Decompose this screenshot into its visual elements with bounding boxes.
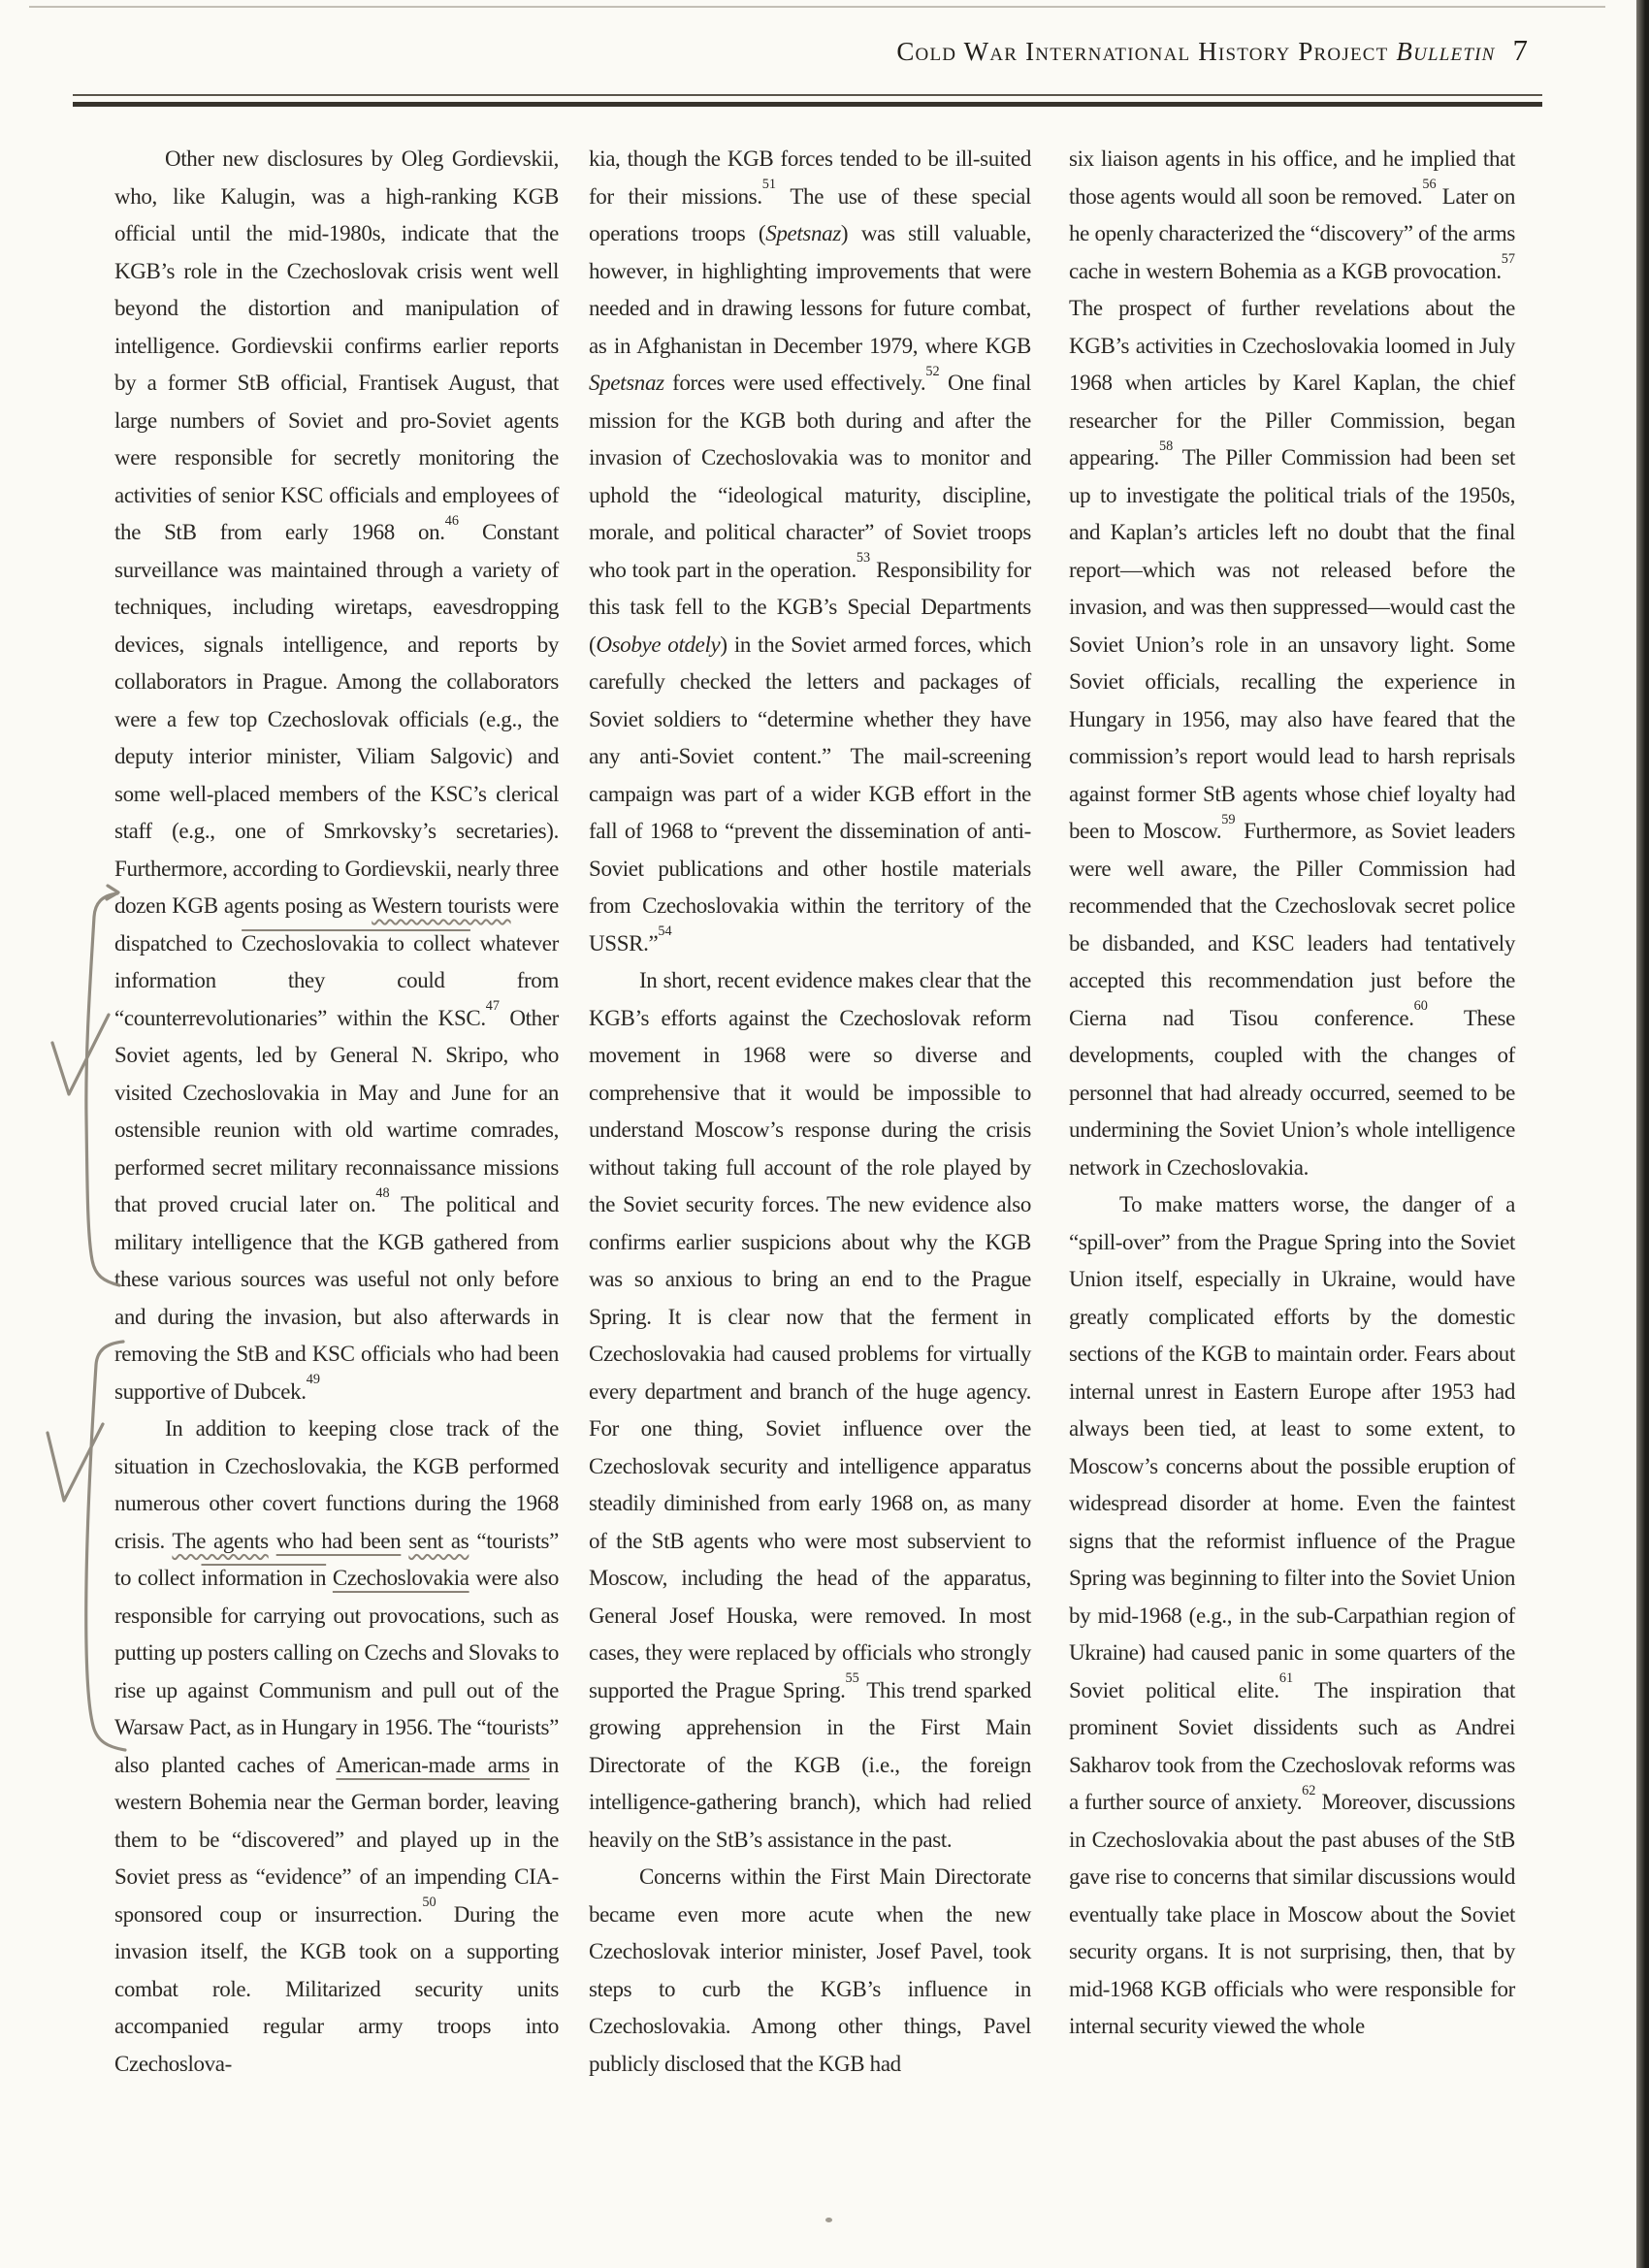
footnote-reference: 46 [444, 512, 459, 529]
page-header [896, 35, 1528, 67]
journal-title: Cold War International History Project [896, 37, 1397, 66]
italic-term: Osobye otdely [596, 632, 721, 657]
paragraph: To make matters worse, the danger of a “spill-over” from the Prague Spring into the Soviet Union itself, especially in Ukraine, would have greatly complicated efforts by the domestic sections of the KGB to maintain order. Fears about internal unrest in Eastern Europe after 1953 had always been tied, at least to some extent, to Moscow’s concerns about the possible eruption of widespread disorder at home. Even the faintest signs that the reformist influence of the Prague Spring was beginning to filter into the Soviet Union by mid-1968 (e.g., in the sub-Carpathian region of Ukraine) had caused panic in some quarters of the Soviet political elite.$^{61}$ The inspiration that prominent Soviet dissidents such as Andrei Sakharov took from the Czechoslovak reforms was a further source of anxiety.$^{62}$ Moreover, discussions in Czechoslovakia about the past abuses of the StB gave rise to concerns that similar discussions would eventually take place in Moscow about the Soviet security organs. It is not surprising, then, that by mid-1968 KGB officials who were responsible for internal security viewed the whole [1069, 1192, 1516, 2038]
footnote-reference: 47 [485, 998, 501, 1015]
page-number: 7 [1512, 33, 1528, 67]
footnote-reference: 50 [422, 1895, 436, 1911]
pencil-underlined-text: sent as [408, 1528, 469, 1553]
pencil-underlined-text: Czechoslovakia to collect [242, 930, 470, 956]
footnote-reference: 48 [375, 1184, 390, 1201]
footnote-reference: 62 [1302, 1782, 1316, 1798]
paragraph: kia, though the KGB forces tended to be ill-suited for their missions.$^{51}$ The use of these special operations troops (Spetsnaz) was still valuable, however, in highlighting improvements that were needed and in drawing lessons for future combat, as in Afghanistan in December 1979, where KGB Spetsnaz forces were used effectively.$^{52}$ One final mission for the KGB both during and after the invasion of Czechoslovakia was to monitor and uphold the “ideological maturity, discipline, morale, and political character” of Soviet troops who took part in the operation.$^{53}$ Responsibility for this task fell to the KGB’s Special Departments (Osobye otdely) in the Soviet armed forces, which carefully checked the letters and packages of Soviet soldiers to “determine whether they have any anti-Soviet content.” The mail-screening campaign was part of a wider KGB effort in the fall of 1968 to “prevent the dissemination of anti-Soviet publications and other hostile materials from Czechoslovakia within the territory of the USSR.”$^{54}$ [589, 146, 1032, 956]
footnote-reference: 61 [1278, 1670, 1294, 1687]
paragraph: In addition to keeping close track of the situation in Czechoslovakia, the KGB performed numerous other covert functions during the 1968 crisis. The agents who had been sent as “tourists” to collect information in Czechoslovakia were also responsible for carrying out provocations, such as putting up posters calling on Czechs and Slovaks to rise up against Communism and pull out of the Warsaw Pact, as in Hungary in 1956. The “tourists” also planted caches of American-made arms in western Bohemia near the German border, leaving them to be “discovered” and played up in the Soviet press as “evidence” of an impending CIA-sponsored coup or insurrection.$^{50}$ During the invasion itself, the KGB took on a supporting combat role. Militarized security units accompanied regular army troops into Czechoslova- [114, 1416, 560, 2076]
scan-artifact-edge-bar [1636, 0, 1649, 2268]
footnote-reference: 52 [925, 363, 940, 379]
pencil-underlined-text: American-made arms [336, 1752, 531, 1777]
header-rule-thin [73, 94, 1542, 96]
italic-term: Spetsnaz [765, 221, 841, 245]
paragraph: Concerns within the First Main Directorate became even more acute when the new Czechoslovak interior minister, Josef Pavel, took steps to curb the KGB’s influence in Czechoslovakia. Among other things, Pavel publicly disclosed that the KGB had [589, 1864, 1031, 2076]
paragraph: In short, recent evidence makes clear that the KGB’s efforts against the Czechoslovak reform movement in 1968 were so diverse and comprehensive that it would be impossible to understand Moscow’s response during the crisis without taking full account of the role played by the Soviet security forces. The new evidence also confirms earlier suspicions about why the KGB was so anxious to bring an end to the Prague Spring. It is clear now that the ferment in Czechoslovakia had caused problems for virtually every department and branch of the huge agency. For one thing, Soviet influence over the Czechoslovak security and intelligence apparatus steadily diminished from early 1968 on, as many of the StB agents who were most subservient to Moscow, including the head of the apparatus, General Josef Houska, were removed. In most cases, they were replaced by officials who strongly supported the Prague Spring.$^{55}$ This trend sparked growing apprehension in the First Main Directorate of the KGB (i.e., the foreign intelligence-gathering branch), which had relied heavily on the StB’s assistance in the past. [589, 968, 1031, 1852]
pencil-underlined-text: who had been [275, 1528, 402, 1553]
footnote-reference: 55 [845, 1670, 859, 1687]
footnote-reference: 53 [856, 550, 871, 567]
footnote-reference: 49 [306, 1372, 320, 1388]
text-column-1 [114, 141, 559, 2083]
scan-artifact-top-line [29, 6, 1605, 8]
check-mark-upper [52, 1015, 109, 1094]
italic-term: Spetsnaz [589, 371, 664, 395]
pencil-underlined-text: Czechoslovakia [332, 1566, 469, 1590]
footnote-reference: 51 [761, 177, 777, 193]
footnote-reference: 60 [1413, 998, 1428, 1015]
pencil-underlined-text: Western tourists [372, 893, 511, 918]
footnote-reference: 58 [1158, 437, 1174, 454]
header-rule-thick [73, 102, 1542, 107]
pencil-underlined-text: The agents [172, 1528, 269, 1553]
footnote-reference: 59 [1221, 811, 1236, 827]
paragraph: Other new disclosures by Oleg Gordievskii, who, like Kalugin, was a high-ranking KGB official until the mid-1980s, indicate that the KGB’s role in the Czechoslovak crisis went well beyond the distortion and manipulation of intelligence. Gordievskii confirms earlier reports by a former StB official, Frantisek August, that large numbers of Soviet and pro-Soviet agents were responsible for secretly monitoring the activities of senior KSC officials and employees of the StB from early 1968 on.$^{46}$ Constant surveillance was maintained through a variety of techniques, including wiretaps, eavesdropping devices, signals intelligence, and reports by collaborators in Prague. Among the collaborators were a few top Czechoslovak officials (e.g., the deputy interior minister, Viliam Salgovic) and some well-placed members of the KSC’s clerical staff (e.g., one of Smrkovsky’s secretaries). Furthermore, according to Gordievskii, nearly three dozen KGB agents posing as Western tourists were dispatched to Czechoslovakia to collect whatever information they could from “counterrevolutionaries” within the KSC.$^{47}$ Other Soviet agents, led by General N. Skripo, who visited Czechoslovakia in May and June for an ostensible reunion with old wartime comrades, performed secret military reconnaissance missions that proved crucial later on.$^{48}$ The political and military intelligence that the KGB gathered from these various sources was useful not only before and during the invasion, but also afterwards in removing the StB and KSC officials who had been supportive of Dubcek.$^{49}$ [114, 146, 559, 1404]
scan-artifact-dot [825, 2218, 832, 2222]
footnote-reference: 57 [1501, 251, 1515, 268]
pencil-underlined-text: information in [201, 1566, 327, 1590]
check-mark-lower [48, 1424, 103, 1501]
footnote-reference: 54 [658, 923, 672, 940]
text-column-2 [589, 141, 1031, 2083]
paragraph: six liaison agents in his office, and he implied that those agents would all soon be removed.$^{56}$ Later on he openly characterized the “discovery” of the arms cache in western Bohemia as a KGB provocation.$^{57}$ The prospect of further revelations about the KGB’s activities in Czechoslovakia loomed in July 1968 when articles by Karel Kaplan, the chief researcher for the Piller Commission, began appearing.$^{58}$ The Piller Commission had been set up to investigate the political trials of the 1950s, and Kaplan’s articles left no doubt that the final report—which was not released before the invasion, and was then suppressed—would cast the Soviet Union’s role in an unsavory light. Some Soviet officials, recalling the experience in Hungary in 1956, may also have feared that the commission’s report would lead to harsh reprisals against former StB agents whose chief loyalty had been to Moscow.$^{59}$ Furthermore, as Soviet leaders were well aware, the Piller Commission had recommended that the Czechoslovak secret police be disbanded, and KSC leaders had tentatively accepted this recommendation just before the Cierna nad Tisou conference.$^{60}$ These developments, coupled with the changes of personnel that had already occurred, seemed to be undermining the Soviet Union’s whole intelligence network in Czechoslovakia. [1069, 146, 1516, 1180]
journal-title-bulletin: Bulletin [1396, 37, 1496, 66]
footnote-reference: 56 [1422, 177, 1437, 193]
text-column-3 [1069, 141, 1515, 2046]
